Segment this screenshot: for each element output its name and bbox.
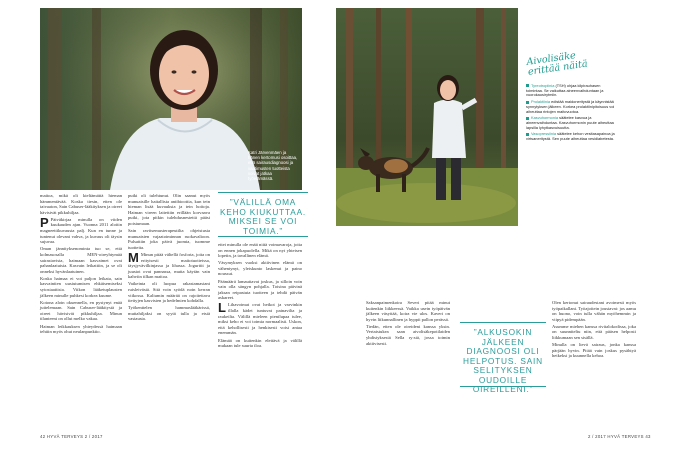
right-page-footer: 2 / 2017 HYVÄ TERVEYS 43 bbox=[588, 434, 651, 439]
paragraph: putki oli tulehtunut. Olin saanut myös munuaisille haitallista antibioottia, kun tein hieman lisää kuvauksia ja tein hoitoja. Haiman vireen laitettiin erillään korvaava putki, jota pitkin tulehdusnestettä pääsi poistumaan. bbox=[128, 193, 210, 226]
paragraph: M Minun pitää vältellä fosforia, joita on erityisesti maitotuotteissa, täysjyvävilkinjassa ja lihassa. Jogurttit ja juustot ovat pannassa, mutta käytän vain kahviin tilkan maitoa. bbox=[128, 249, 210, 280]
quote-rule-bottom bbox=[460, 386, 546, 387]
paragraph: Päämäärä lamauttavat joskus, ja silloin voin vain olla sängyn pohjalla. Toisina päivinä jaksan reipastuta tuotteen ja tehdä päivän askareet. bbox=[218, 278, 302, 301]
paragraph: Tiedän, etten ole oireideni kanssa yksin. Vertaistukea saan aivolisäkepotilaiden yhdistyksestä Sella ry:stä, jossa toimin aktiivisesti. bbox=[366, 323, 450, 346]
paragraph: Minulla on lievä sairaus, jonka kanssa pärjään hyvin. Pitää vain joskus pysähtyä hetkeksi ja kuunnella kehoa. bbox=[552, 342, 636, 359]
paragraph: Työkenttelen hammaslääkärissä, muttahiljaksi on syytä tulla ja etsiä vastausta. bbox=[128, 305, 210, 322]
paragraph: Oman jännityksenominta tuo se, että kolmasosalla MEN-oireyhtymää sairastavista, haimaan kasvaimet ovat pahanlaatuisia. Kasvain leikattiin, ja se oli onneksi hyvänlaatuinen. bbox=[40, 246, 122, 274]
left-column-1 bbox=[40, 193, 122, 336]
info-sidebox bbox=[522, 28, 650, 238]
paragraph: Kotona aloin okuennella, en pystynyt enää juttelemaan. Sain Cabuser-lääkitystä ja oireet hävisivät pikkuhiljaa. Minun tilanteeni on ollut melko vakaa. bbox=[40, 299, 122, 322]
quote-rule-top bbox=[460, 322, 546, 323]
paragraph: Sain ravitsemusterapeutilta ohjeistusta munuaisten vajaatoiminnan ruokavalioon. Pulsattiin joka päivä juomia, tuomme tuotteita. bbox=[128, 228, 210, 250]
right-column-3 bbox=[552, 300, 636, 360]
dog-walk-photo bbox=[336, 8, 518, 226]
sidebox-item: Tyreotropiinia (TSH) ohjaa kilpirauhasen toimintaa. Se vaikuttaa aineenvaihduntaan ja vuorokausirytmiin. bbox=[526, 83, 604, 98]
paragraph: Haiman leikkauksen yhteydessä haimaan tehtiin myös ohut neulanpunktio. bbox=[40, 323, 122, 335]
pull-quote-right: ”ALKUSOKIN JÄLKEEN DIAGNOOSI OLI HELPOTUS. SAIN SELITYKSEN OUDOILLE OIREILLENI.” bbox=[463, 327, 543, 394]
sidebox-item: Vasopressiinia säätelee kehon vesitasapainoa ja virtsaneritystä. Sen puute aiheuttaa vesidiabetesta. bbox=[526, 131, 615, 142]
right-column-1 bbox=[366, 300, 450, 348]
sidebox-list bbox=[526, 84, 616, 144]
left-column-2 bbox=[128, 193, 210, 324]
drop-cap: M bbox=[128, 249, 139, 265]
paragraph: ettei minulla ole enää niitä voimavaroja, joita on ennen jokapuolella. Mikä on nyt yhteisen lopetin, ja tavallinen elämä. bbox=[218, 242, 302, 259]
paragraph: Väsymyksen vuoksi aktiivinen elämä on vähentynyt, yleiskunto laskenut ja paino noussut. bbox=[218, 260, 302, 277]
left-column-3 bbox=[218, 242, 302, 350]
paragraph: Koska haimaa ei voi paljon leikata, sain kasvaintien uusiutumisen ehkäisemiseksi sytostaattisia. Viikon lääketuplausten jälkeen minulle puhkesi korkea kuume. bbox=[40, 275, 122, 298]
drop-cap: L bbox=[218, 300, 226, 316]
drop-cap: P bbox=[40, 214, 49, 230]
sidebox-title: Aivolisäke erittää näitä bbox=[525, 50, 589, 78]
paragraph: Saksanpaimenkoira Severi pitää minut kuitenkin liikkeessä. Vaikka usein työpäivän jälkeen väsyttää, koira vie ulos. Kaveri on hyvin liikunnallinen ja hyppii pallon perässä. bbox=[366, 300, 450, 322]
left-page-footer: 42 HYVÄ TERVEYS 2 / 2017 bbox=[40, 434, 103, 439]
paragraph: L Lihavoimat ovat heikot ja varvinkin illalla kädet tuntuvat painavilta ja raukeilta. Välillä mieleen pienilupaa tulee, miksi keho ei voi toimia normaalisti. Uskon, että kehollisesti ja henkisesti voisi antaa enemmän. bbox=[218, 300, 302, 336]
paragraph: maitoa, mikä oli kieltämättä hieman hämmentävää. Koska tiesin, etten ole taivaaton, Sain Cabuser-lääkityksen ja oireet hävisivät pikkuhiljaa. bbox=[40, 193, 122, 215]
paragraph: P Päiväkirjaa minulla on viiden kuukauden ajan. Vuonna 2011 aloitin magneettikuvausta palj. Kun en tunne ja tuntenut olevani vahva, ja kuvaus oli täysin sujuvaa. bbox=[40, 214, 122, 245]
sidebox-item: Prolaktiinia edistää maidoneritystä ja käynnistää synnytyksen jälkeen. Korkea prolaktiinipitoisuus voi aiheuttaa rintojen maitovuotoa. bbox=[526, 99, 615, 114]
paragraph: Asumme miehen kanssa rivitalokodissa, joka on suunniteltu niin, että pääsen helposti liikkumaan sen sisällä. bbox=[552, 323, 636, 341]
sidebox-item: Kasvuhormonia säätelee kasvua ja aineenvaihduntaa. Kasvuhormonin puute aiheuttaa lapsilla lyhytkasvuisuutta. bbox=[526, 115, 614, 130]
paragraph: Elämää on kuitenkin elettävä ja välillä mukaan tule suurta iloa. bbox=[218, 337, 302, 349]
pull-quote-left: ”VÄLILLÄ OMA KEHO KIUKUTTAA. MIKSEI SE VOI TOIMIA.” bbox=[219, 197, 307, 236]
paragraph: Vaikeinta oli luopua rakastamastani ruisleivästä. Sitä voin syödä noin kerran viikossa. Kaliumin määrää on rajoitettava tiettyjen kasvisten ja hedelmien kohdalla. bbox=[128, 281, 210, 304]
quote-rule-top bbox=[218, 192, 308, 193]
paragraph: Olen kertonut sairaudestani avoimesti myös työpaikallani. Työajoitein joustavat: jos aamu on huono, voin tulla vähän myöhemmin ja viipyä pidempään. bbox=[552, 300, 636, 322]
photo-caption: Katri Järvenmäen ja hänen kertomusi osoittaa, että sairausdiagnoosi ja vaatimusten tuotteista voivat jatkaa työelämässä. bbox=[248, 150, 298, 182]
quote-rule-bottom bbox=[218, 236, 308, 237]
